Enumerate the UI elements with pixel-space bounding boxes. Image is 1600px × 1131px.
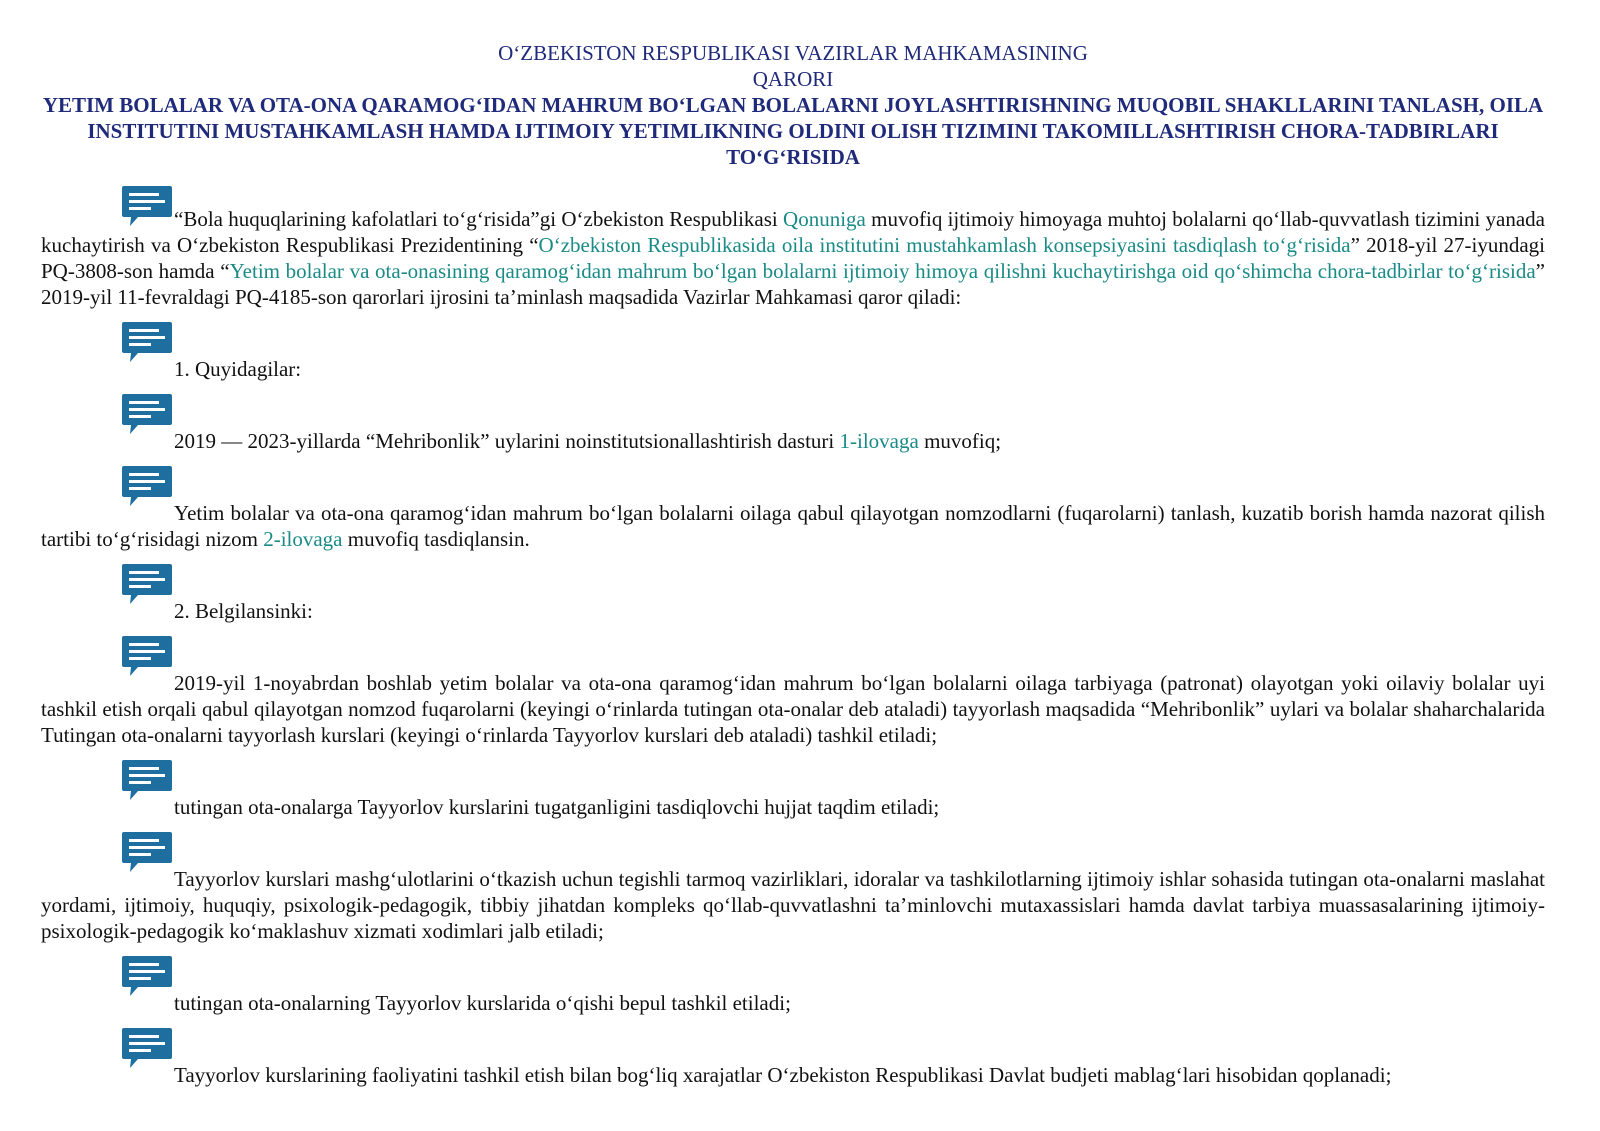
clause-text: tutingan ota-onalarga Tayyorlov kurslarini tugatganligini tasdiqlovchi hujjat taqdim etiladi;	[174, 795, 940, 819]
annex-2-link[interactable]: 2-ilovaga	[263, 527, 343, 551]
clause-text: 2. Belgilansinki:	[174, 599, 313, 623]
concept-decree-link[interactable]: O‘zbekiston Respublikasida oila institutini mustahkamlash konsepsiyasini tasdiqlash to‘g‘risida	[538, 233, 1351, 257]
clause-text: Tayyorlov kurslari mashg‘ulotlarini o‘tkazish uchun tegishli tarmoq vazirliklari, idoralar va tashkilotlarning ijtimoiy ishlar sohasida tutingan ota-onalarni maslahat yordami, ijtimoiy, huquqiy, psixologik-pedagogik, tibbiy jihatdan kompleks qo‘llab-quvvatlashni ta’minlovchi mutaxassislari hamda davlat tarbiya muassasalarining ijtimoiy-psixologik-pedagogik ko‘maklashuv xizmati xodimlari jalb etiladi;	[41, 867, 1545, 943]
clause-text: muvofiq;	[918, 429, 1002, 453]
comment-icon[interactable]	[121, 830, 173, 874]
comment-icon[interactable]	[121, 634, 173, 678]
document-type: QARORI	[752, 67, 834, 91]
comment-icon[interactable]	[121, 320, 173, 364]
clause-text: Tayyorlov kurslarining faoliyatini tashkil etish bilan bog‘liq xarajatlar O‘zbekiston Respublikasi Davlat budjeti mablag‘lari hisobidan qoplanadi;	[174, 1063, 1392, 1087]
comment-icon[interactable]	[121, 954, 173, 998]
clause-2-item-free-training	[41, 954, 1545, 1016]
orphans-decree-link[interactable]: Yetim bolalar va ota-onasining qaramog‘idan mahrum bo‘lgan bolalarni ijtimoiy himoya qilishni kuchaytirishga oid qo‘shimcha chora-tadbirlar to‘g‘risida	[229, 259, 1536, 283]
comment-icon[interactable]	[121, 1026, 173, 1070]
document-header	[41, 40, 1545, 170]
clause-text: 1. Quyidagilar:	[174, 357, 302, 381]
clause-2-heading	[41, 562, 1545, 624]
annex-1-link[interactable]: 1-ilovaga	[839, 429, 919, 453]
clause-2-item-funding	[41, 1026, 1545, 1088]
comment-icon[interactable]	[121, 758, 173, 802]
clause-1-item-regulation	[41, 464, 1545, 552]
preamble-paragraph	[41, 184, 1545, 310]
preamble-text-4: ” 2019-yil 11-fevraldagi PQ-4185-son qarorlari ijrosini ta’minlash maqsadida Vazirlar Mahkamasi qaror qiladi:	[41, 259, 1545, 309]
clause-2-item-courses	[41, 634, 1545, 748]
clause-1-heading	[41, 320, 1545, 382]
comment-icon[interactable]	[121, 562, 173, 606]
document-title: YETIM BOLALAR VA OTA-ONA QARAMOG‘IDAN MAHRUM BO‘LGAN BOLALARNI JOYLASHTIRISHNING MUQOBIL SHAKLLARINI TANLASH, OILA INSTITUTINI MUSTAHKAMLASH HAMDA IJTIMOIY YETIMLIKNING OLDINI OLISH TIZIMINI TAKOMILLASHTIRISH CHORA-TADBIRLARI TO‘G‘RISIDA	[42, 93, 1544, 169]
clause-2-item-certificate	[41, 758, 1545, 820]
preamble-text-3: ” 2018-yil 27-iyundagi PQ-3808-son hamda “	[41, 233, 1545, 283]
clause-1-item-program	[41, 392, 1545, 454]
comment-icon[interactable]	[121, 392, 173, 436]
preamble-text-1: “Bola huquqlarining kafolatlari to‘g‘risida”gi O‘zbekiston Respublikasi	[174, 207, 784, 231]
comment-icon[interactable]	[121, 184, 173, 228]
clause-text: Yetim bolalar va ota-ona qaramog‘idan mahrum bo‘lgan bolalarni oilaga qabul qilayotgan nomzodlarni (fuqarolarni) tanlash, kuzatib borish hamda nazorat qilish tartibi to‘g‘risidagi nizom	[41, 501, 1545, 551]
issuer-line: O‘ZBEKISTON RESPUBLIKASI VAZIRLAR MAHKAMASINING	[498, 41, 1088, 65]
clause-text: 2019 — 2023-yillarda “Mehribonlik” uylarini noinstitutsionallashtirish dasturi	[174, 429, 840, 453]
clause-2-item-specialists	[41, 830, 1545, 944]
clause-text: muvofiq tasdiqlansin.	[342, 527, 530, 551]
comment-icon[interactable]	[121, 464, 173, 508]
clause-text: tutingan ota-onalarning Tayyorlov kurslarida o‘qishi bepul tashkil etiladi;	[174, 991, 791, 1015]
law-link[interactable]: Qonuniga	[783, 207, 866, 231]
clause-text: 2019-yil 1-noyabrdan boshlab yetim bolalar va ota-ona qaramog‘idan mahrum bo‘lgan bolalarni oilaga tarbiyaga (patronat) olayotgan yoki oilaviy bolalar uyi tashkil etish orqali qabul qilayotgan nomzod fuqarolarni (keyingi o‘rinlarda tutingan ota-onalar deb ataladi) tayyorlash maqsadida “Mehribonlik” uylari va bolalar shaharchalarida Tutingan ota-onalarni tayyorlash kurslari (keyingi o‘rinlarda Tayyorlov kurslari deb ataladi) tashkil etiladi;	[41, 671, 1545, 747]
preamble-text-2: muvofiq ijtimoiy himoyaga muhtoj bolalarni qo‘llab-quvvatlash tizimini yanada kuchaytirish va O‘zbekiston Respublikasi Prezidentining “	[41, 207, 1545, 257]
